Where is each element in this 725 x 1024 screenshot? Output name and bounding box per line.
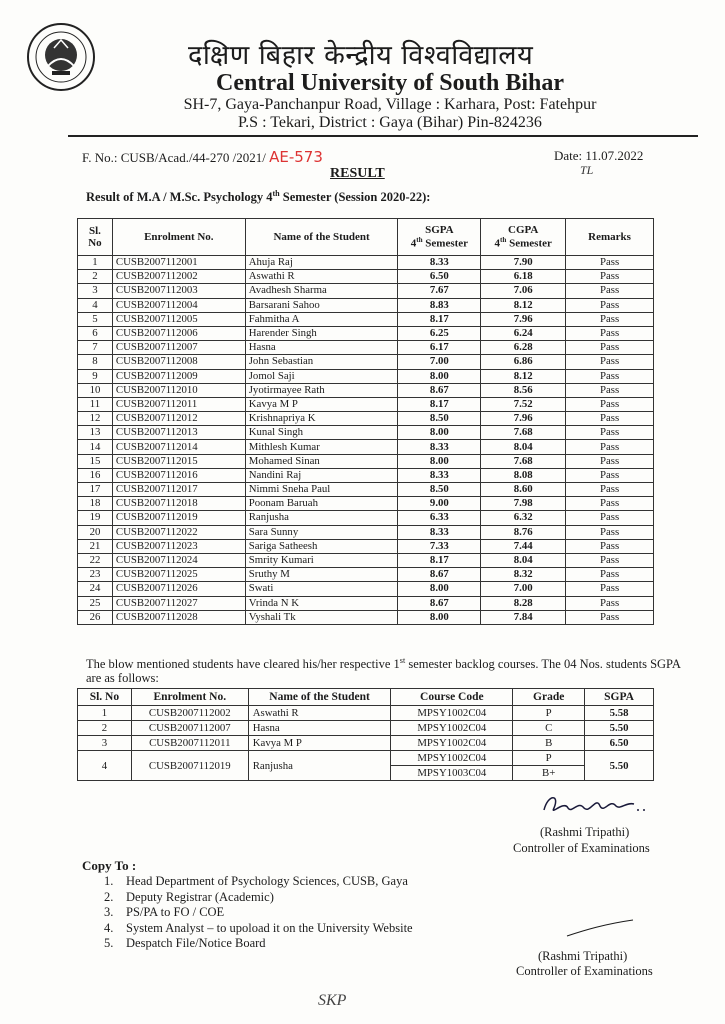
row-sgpa: 8.33 — [398, 256, 481, 270]
row-cgpa: 7.44 — [481, 539, 566, 553]
row-sl-no: 11 — [78, 397, 113, 411]
table-row — [78, 610, 654, 624]
result-table — [77, 218, 654, 625]
row-student-name: Poonam Baruah — [245, 497, 398, 511]
row-remarks: Pass — [566, 426, 654, 440]
row-sl-no: 26 — [78, 610, 113, 624]
row-sl-no: 1 — [78, 256, 113, 270]
backlog-table — [77, 688, 654, 781]
row-enrolment: CUSB2007112009 — [112, 369, 245, 383]
row-remarks: Pass — [566, 440, 654, 454]
result-table-header — [78, 219, 654, 256]
col-enrolment: Enrolment No. — [112, 219, 245, 256]
row-student-name: Jyotirmayee Rath — [245, 383, 398, 397]
row-sgpa: 8.33 — [398, 440, 481, 454]
date-handwritten-mark: TL — [580, 163, 594, 177]
file-number — [82, 148, 323, 166]
row-cgpa: 6.86 — [481, 355, 566, 369]
row-student-name: Hasna — [245, 341, 398, 355]
row-sgpa: 8.00 — [398, 582, 481, 596]
row-sl-no: 8 — [78, 355, 113, 369]
row-remarks: Pass — [566, 596, 654, 610]
row-course-code: MPSY1003C04 — [391, 766, 513, 781]
table-row — [78, 383, 654, 397]
copy-to-item — [104, 921, 413, 937]
table-row — [78, 355, 654, 369]
table-row — [78, 412, 654, 426]
row-remarks: Pass — [566, 483, 654, 497]
row-sl-no: 4 — [78, 751, 132, 781]
row-enrolment: CUSB2007112003 — [112, 284, 245, 298]
row-cgpa: 8.04 — [481, 440, 566, 454]
row-cgpa: 8.08 — [481, 468, 566, 482]
row-cgpa: 8.12 — [481, 298, 566, 312]
row-sl-no: 17 — [78, 483, 113, 497]
row-sgpa: 8.33 — [398, 468, 481, 482]
row-sl-no: 4 — [78, 298, 113, 312]
row-cgpa: 8.60 — [481, 483, 566, 497]
row-enrolment: CUSB2007112016 — [112, 468, 245, 482]
row-cgpa: 7.68 — [481, 426, 566, 440]
table-row — [78, 736, 654, 751]
copy-to-item-text: Head Department of Psychology Sciences, CUSB, Gaya — [126, 874, 408, 888]
row-enrolment: CUSB2007112007 — [112, 341, 245, 355]
row-enrolment: CUSB2007112001 — [112, 256, 245, 270]
row-student-name: Avadhesh Sharma — [245, 284, 398, 298]
copy-to-item-text: Deputy Registrar (Academic) — [126, 889, 274, 904]
row-student-name: Barsarani Sahoo — [245, 298, 398, 312]
row-student-name: Ahuja Raj — [245, 256, 398, 270]
table-row — [78, 341, 654, 355]
row-sgpa: 5.50 — [585, 751, 654, 781]
signatory-title: Controller of Examinations — [513, 841, 650, 855]
row-remarks: Pass — [566, 511, 654, 525]
row-student-name: Hasna — [248, 721, 391, 736]
row-grade: B+ — [513, 766, 585, 781]
row-enrolment: CUSB2007112007 — [131, 721, 248, 736]
row-cgpa: 6.28 — [481, 341, 566, 355]
row-student-name: Sara Sunny — [245, 525, 398, 539]
row-cgpa: 7.96 — [481, 412, 566, 426]
row-course-code: MPSY1002C04 — [391, 751, 513, 766]
row-sl-no: 23 — [78, 568, 113, 582]
row-enrolment: CUSB2007112012 — [112, 412, 245, 426]
table-row — [78, 397, 654, 411]
row-course-code: MPSY1002C04 — [391, 721, 513, 736]
row-remarks: Pass — [566, 383, 654, 397]
row-enrolment: CUSB2007112006 — [112, 326, 245, 340]
row-sgpa: 8.00 — [398, 369, 481, 383]
row-sgpa: 7.00 — [398, 355, 481, 369]
row-student-name: Sruthy M — [245, 568, 398, 582]
row-cgpa: 8.04 — [481, 553, 566, 567]
row-cgpa: 7.90 — [481, 256, 566, 270]
copy-to-item — [104, 936, 413, 952]
col-sl-no: Sl. No — [78, 689, 132, 706]
row-sl-no: 9 — [78, 369, 113, 383]
backlog-note: The blow mentioned students have cleared his/her respective 1st semester backlog courses. The 04 Nos. students SGPA are as follows: — [86, 656, 681, 686]
row-student-name: Smrity Kumari — [245, 553, 398, 567]
row-enrolment: CUSB2007112024 — [112, 553, 245, 567]
table-row — [78, 298, 654, 312]
table-row — [78, 326, 654, 340]
row-enrolment: CUSB2007112028 — [112, 610, 245, 624]
address-line-2: P.S : Tekari, District : Gaya (Bihar) Pin-824236 — [238, 114, 542, 131]
row-enrolment: CUSB2007112002 — [131, 706, 248, 721]
result-table-body — [78, 256, 654, 625]
row-sgpa: 8.00 — [398, 454, 481, 468]
row-remarks: Pass — [566, 270, 654, 284]
row-grade: P — [513, 751, 585, 766]
row-enrolment: CUSB2007112023 — [112, 539, 245, 553]
row-enrolment: CUSB2007112008 — [112, 355, 245, 369]
row-sgpa: 8.67 — [398, 568, 481, 582]
row-sgpa: 8.50 — [398, 483, 481, 497]
row-enrolment: CUSB2007112015 — [112, 454, 245, 468]
row-sgpa: 8.00 — [398, 610, 481, 624]
table-row — [78, 284, 654, 298]
table-row — [78, 369, 654, 383]
row-sgpa: 8.50 — [398, 412, 481, 426]
row-sl-no: 7 — [78, 341, 113, 355]
copy-to-item-number: 1. — [104, 874, 114, 888]
copy-to-item — [104, 874, 413, 890]
row-sgpa: 5.58 — [585, 706, 654, 721]
table-row — [78, 568, 654, 582]
row-sgpa: 8.17 — [398, 312, 481, 326]
row-sl-no: 1 — [78, 706, 132, 721]
row-remarks: Pass — [566, 610, 654, 624]
row-sl-no: 22 — [78, 553, 113, 567]
row-enrolment: CUSB2007112011 — [112, 397, 245, 411]
row-cgpa: 8.28 — [481, 596, 566, 610]
row-sl-no: 2 — [78, 721, 132, 736]
row-sl-no: 2 — [78, 270, 113, 284]
row-remarks: Pass — [566, 412, 654, 426]
col-student-name: Name of the Student — [248, 689, 391, 706]
row-remarks: Pass — [566, 497, 654, 511]
row-enrolment: CUSB2007112011 — [131, 736, 248, 751]
row-enrolment: CUSB2007112010 — [112, 383, 245, 397]
row-enrolment: CUSB2007112005 — [112, 312, 245, 326]
handwritten-initials: SKP — [318, 992, 347, 1009]
row-cgpa: 7.00 — [481, 582, 566, 596]
row-sl-no: 20 — [78, 525, 113, 539]
row-grade: C — [513, 721, 585, 736]
table-row — [78, 497, 654, 511]
copy-to-item-text: System Analyst – to upoload it on the University Website — [126, 920, 413, 935]
row-student-name: Sariga Satheesh — [245, 539, 398, 553]
row-cgpa: 6.32 — [481, 511, 566, 525]
table-row — [78, 582, 654, 596]
result-heading: RESULT — [330, 166, 385, 181]
row-student-name: Harender Singh — [245, 326, 398, 340]
row-cgpa: 6.24 — [481, 326, 566, 340]
result-caption: Result of M.A / M.Sc. Psychology 4th Semester (Session 2020-22): — [86, 189, 431, 205]
row-enrolment: CUSB2007112014 — [112, 440, 245, 454]
row-enrolment: CUSB2007112002 — [112, 270, 245, 284]
row-enrolment: CUSB2007112019 — [112, 511, 245, 525]
row-enrolment: CUSB2007112025 — [112, 568, 245, 582]
row-sgpa: 8.67 — [398, 383, 481, 397]
row-student-name: Krishnapriya K — [245, 412, 398, 426]
table-row — [78, 440, 654, 454]
row-cgpa: 8.76 — [481, 525, 566, 539]
row-sl-no: 15 — [78, 454, 113, 468]
row-sl-no: 3 — [78, 284, 113, 298]
row-sgpa: 8.17 — [398, 397, 481, 411]
row-sl-no: 5 — [78, 312, 113, 326]
table-row — [78, 256, 654, 270]
row-cgpa: 8.56 — [481, 383, 566, 397]
row-remarks: Pass — [566, 582, 654, 596]
row-student-name: Nimmi Sneha Paul — [245, 483, 398, 497]
row-student-name: Swati — [245, 582, 398, 596]
col-course-code: Course Code — [391, 689, 513, 706]
row-sgpa: 7.67 — [398, 284, 481, 298]
row-grade: B — [513, 736, 585, 751]
col-sgpa: SGPA 4th Semester — [398, 219, 481, 256]
row-student-name: Nandini Raj — [245, 468, 398, 482]
row-cgpa: 6.18 — [481, 270, 566, 284]
row-sgpa: 7.33 — [398, 539, 481, 553]
signatory-title-2: Controller of Examinations — [516, 964, 653, 978]
row-student-name: Mithlesh Kumar — [245, 440, 398, 454]
signature-stroke — [565, 918, 635, 938]
row-student-name: Aswathi R — [245, 270, 398, 284]
row-enrolment: CUSB2007112027 — [112, 596, 245, 610]
row-sgpa: 8.17 — [398, 553, 481, 567]
row-remarks: Pass — [566, 256, 654, 270]
row-sgpa: 6.50 — [398, 270, 481, 284]
document-date: Date: 11.07.2022 — [554, 148, 644, 163]
row-remarks: Pass — [566, 326, 654, 340]
row-cgpa: 8.32 — [481, 568, 566, 582]
table-row — [78, 706, 654, 721]
row-remarks: Pass — [566, 355, 654, 369]
row-student-name: Vyshali Tk — [245, 610, 398, 624]
row-enrolment: CUSB2007112019 — [131, 751, 248, 781]
copy-to-item-number: 4. — [104, 920, 114, 935]
row-sl-no: 12 — [78, 412, 113, 426]
row-student-name: Mohamed Sinan — [245, 454, 398, 468]
row-enrolment: CUSB2007112017 — [112, 483, 245, 497]
row-cgpa: 7.96 — [481, 312, 566, 326]
row-student-name: Kavya M P — [245, 397, 398, 411]
row-remarks: Pass — [566, 369, 654, 383]
row-sgpa: 8.33 — [398, 525, 481, 539]
row-remarks: Pass — [566, 397, 654, 411]
row-sl-no: 14 — [78, 440, 113, 454]
row-sgpa: 9.00 — [398, 497, 481, 511]
copy-to-item-number: 3. — [104, 905, 114, 919]
row-student-name: Jomol Saji — [245, 369, 398, 383]
col-cgpa: CGPA 4th Semester — [481, 219, 566, 256]
row-sgpa: 8.67 — [398, 596, 481, 610]
row-sl-no: 19 — [78, 511, 113, 525]
row-remarks: Pass — [566, 284, 654, 298]
table-row — [78, 483, 654, 497]
row-remarks: Pass — [566, 539, 654, 553]
table-row — [78, 468, 654, 482]
row-grade: P — [513, 706, 585, 721]
row-remarks: Pass — [566, 312, 654, 326]
table-row — [78, 721, 654, 736]
row-remarks: Pass — [566, 454, 654, 468]
copy-to-item-text: Despatch File/Notice Board — [126, 936, 266, 950]
row-course-code: MPSY1002C04 — [391, 736, 513, 751]
row-student-name: Kunal Singh — [245, 426, 398, 440]
row-remarks: Pass — [566, 298, 654, 312]
row-sgpa: 6.33 — [398, 511, 481, 525]
backlog-table-body — [78, 706, 654, 781]
table-row — [78, 525, 654, 539]
col-enrolment: Enrolment No. — [131, 689, 248, 706]
table-row — [78, 511, 654, 525]
university-name-hindi: दक्षिण बिहार केन्द्रीय विश्वविद्यालय — [188, 40, 534, 71]
row-sl-no: 25 — [78, 596, 113, 610]
row-enrolment: CUSB2007112018 — [112, 497, 245, 511]
table-row — [78, 539, 654, 553]
row-enrolment: CUSB2007112022 — [112, 525, 245, 539]
table-row — [78, 553, 654, 567]
row-student-name: Ranjusha — [248, 751, 391, 781]
col-sl-no: Sl. No — [78, 219, 113, 256]
copy-to-item — [104, 905, 413, 921]
row-remarks: Pass — [566, 468, 654, 482]
table-row — [78, 426, 654, 440]
signature — [538, 788, 648, 822]
table-row — [78, 270, 654, 284]
row-student-name: John Sebastian — [245, 355, 398, 369]
copy-to-item-text: PS/PA to FO / COE — [126, 905, 225, 919]
col-remarks: Remarks — [566, 219, 654, 256]
row-cgpa: 7.68 — [481, 454, 566, 468]
row-student-name: Fahmitha A — [245, 312, 398, 326]
university-name: Central University of South Bihar — [216, 70, 564, 96]
row-sl-no: 21 — [78, 539, 113, 553]
row-enrolment: CUSB2007112013 — [112, 426, 245, 440]
copy-to-item-number: 2. — [104, 889, 114, 904]
row-student-name: Ranjusha — [245, 511, 398, 525]
row-sl-no: 6 — [78, 326, 113, 340]
row-student-name: Aswathi R — [248, 706, 391, 721]
row-sgpa: 5.50 — [585, 721, 654, 736]
copy-to-list — [104, 874, 413, 952]
row-cgpa: 7.84 — [481, 610, 566, 624]
table-row — [78, 312, 654, 326]
row-sl-no: 13 — [78, 426, 113, 440]
copy-to-item — [104, 890, 413, 906]
row-cgpa: 7.98 — [481, 497, 566, 511]
row-enrolment: CUSB2007112004 — [112, 298, 245, 312]
row-sl-no: 10 — [78, 383, 113, 397]
row-cgpa: 7.06 — [481, 284, 566, 298]
row-course-code: MPSY1002C04 — [391, 706, 513, 721]
table-row — [78, 751, 654, 766]
col-student-name: Name of the Student — [245, 219, 398, 256]
row-remarks: Pass — [566, 553, 654, 567]
row-remarks: Pass — [566, 568, 654, 582]
row-cgpa: 8.12 — [481, 369, 566, 383]
university-logo — [26, 22, 96, 92]
row-student-name: Vrinda N K — [245, 596, 398, 610]
row-sgpa: 6.50 — [585, 736, 654, 751]
row-remarks: Pass — [566, 525, 654, 539]
header-divider — [68, 135, 698, 137]
row-student-name: Kavya M P — [248, 736, 391, 751]
row-sl-no: 18 — [78, 497, 113, 511]
row-sgpa: 8.00 — [398, 426, 481, 440]
row-sl-no: 3 — [78, 736, 132, 751]
table-row — [78, 596, 654, 610]
table-row — [78, 454, 654, 468]
row-enrolment: CUSB2007112026 — [112, 582, 245, 596]
address-line-1: SH-7, Gaya-Panchanpur Road, Village : Karhara, Post: Fatehpur — [183, 96, 597, 113]
row-sl-no: 24 — [78, 582, 113, 596]
row-cgpa: 7.52 — [481, 397, 566, 411]
backlog-table-header — [78, 689, 654, 706]
file-number-text: F. No.: CUSB/Acad./44-270 /2021/ — [82, 150, 266, 165]
row-sgpa: 6.17 — [398, 341, 481, 355]
copy-to-heading: Copy To : — [82, 858, 137, 873]
copy-to-item-number: 5. — [104, 936, 114, 950]
row-remarks: Pass — [566, 341, 654, 355]
row-sl-no: 16 — [78, 468, 113, 482]
signatory-name-2: (Rashmi Tripathi) — [538, 949, 628, 963]
row-sgpa: 6.25 — [398, 326, 481, 340]
row-sgpa: 8.83 — [398, 298, 481, 312]
col-grade: Grade — [513, 689, 585, 706]
col-sgpa: SGPA — [585, 689, 654, 706]
signatory-name: (Rashmi Tripathi) — [540, 825, 630, 839]
file-number-handwritten: AE-573 — [269, 148, 323, 166]
